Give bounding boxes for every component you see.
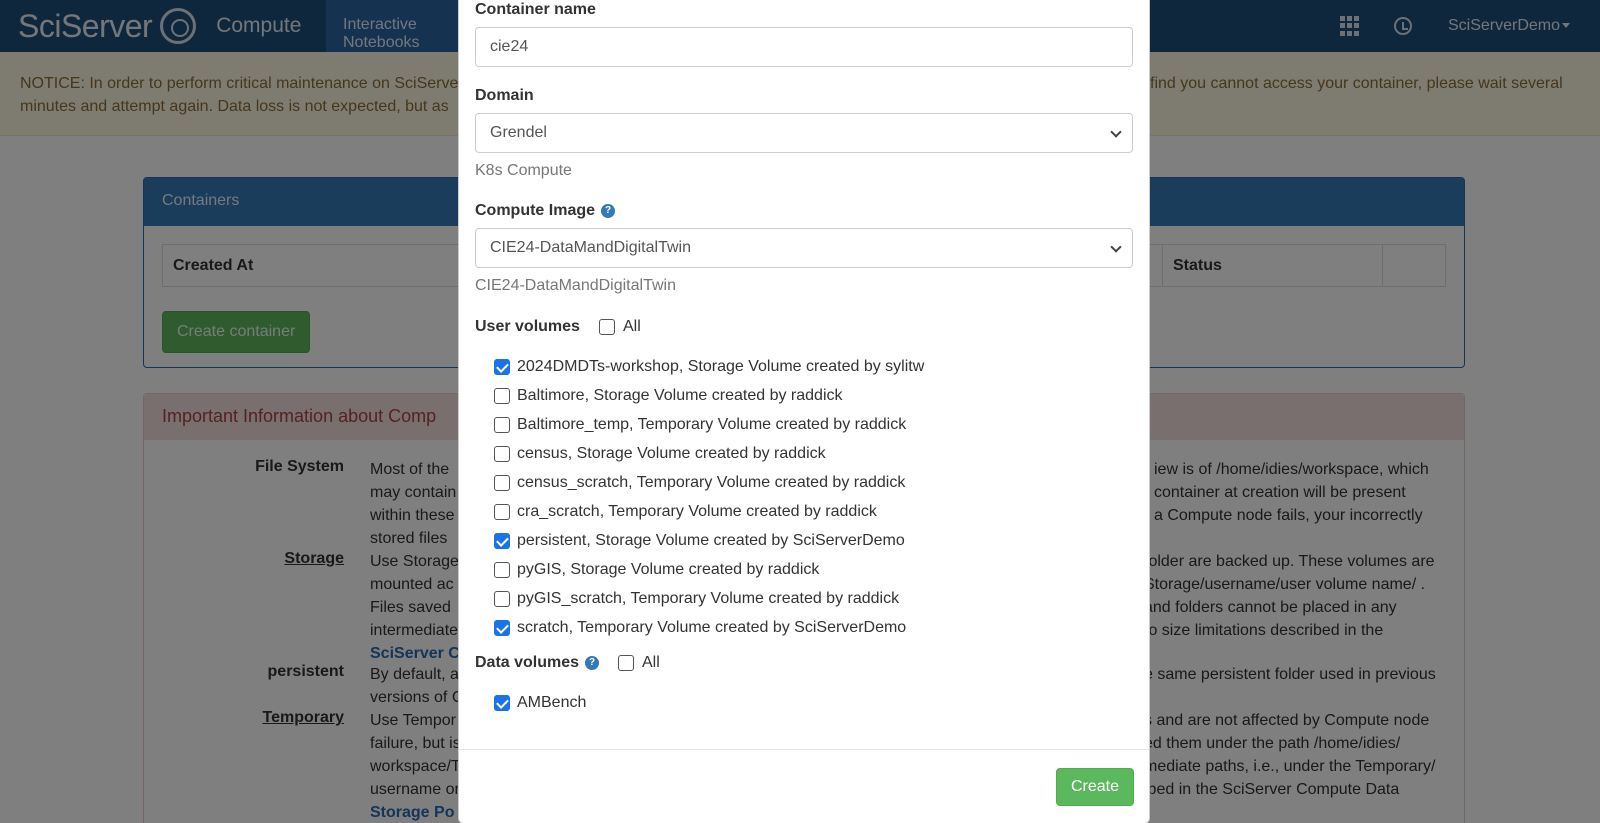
domain-help-text: K8s Compute: [475, 162, 572, 179]
data-volume-checkbox[interactable]: [494, 695, 510, 711]
chevron-down-icon: [1110, 241, 1121, 252]
user-volume-label: pyGIS, Storage Volume created by raddick: [517, 561, 820, 578]
domain-select[interactable]: [475, 113, 1133, 153]
compute-image-value: CIE24-DataMandDigitalTwin: [490, 239, 691, 256]
data-volumes-all-label: All: [642, 654, 660, 671]
user-volume-label: persistent, Storage Volume created by SciServerDemo: [517, 532, 905, 549]
user-volumes-label: User volumes: [475, 318, 580, 335]
modal-footer-divider: [459, 749, 1149, 750]
user-volume-checkbox[interactable]: [494, 533, 510, 549]
user-volume-checkbox[interactable]: [494, 591, 510, 607]
help-icon[interactable]: ?: [601, 204, 615, 218]
domain-label: Domain: [475, 87, 534, 104]
user-volume-checkbox[interactable]: [494, 620, 510, 636]
container-name-label: Container name: [475, 1, 596, 18]
user-volume-checkbox[interactable]: [494, 475, 510, 491]
data-volumes-label: Data volumes ?: [475, 654, 599, 672]
user-volume-label: census_scratch, Temporary Volume created by raddick: [517, 474, 906, 491]
user-volumes-all-label: All: [623, 318, 641, 335]
data-volume-label: AMBench: [517, 694, 587, 711]
user-volume-label: Baltimore_temp, Temporary Volume created by raddick: [517, 416, 907, 433]
user-volume-checkbox[interactable]: [494, 388, 510, 404]
user-volume-checkbox[interactable]: [494, 446, 510, 462]
user-volume-label: Baltimore, Storage Volume created by raddick: [517, 387, 843, 404]
help-icon[interactable]: ?: [585, 656, 599, 670]
user-volumes-all-checkbox[interactable]: [599, 319, 615, 335]
create-container-modal: [458, 0, 1150, 823]
user-volume-checkbox[interactable]: [494, 504, 510, 520]
compute-image-label: Compute Image ?: [475, 202, 615, 220]
user-volume-checkbox[interactable]: [494, 359, 510, 375]
domain-value: Grendel: [490, 124, 547, 141]
data-volumes-all-checkbox[interactable]: [618, 655, 634, 671]
user-volume-label: 2024DMDTs-workshop, Storage Volume created by sylitw: [517, 358, 925, 375]
user-volume-label: pyGIS_scratch, Temporary Volume created by raddick: [517, 590, 900, 607]
user-volume-label: scratch, Temporary Volume created by SciServerDemo: [517, 619, 907, 636]
user-volume-label: cra_scratch, Temporary Volume created by raddick: [517, 503, 877, 520]
user-volume-label: census, Storage Volume created by raddick: [517, 445, 826, 462]
chevron-down-icon: [1110, 126, 1121, 137]
user-volume-checkbox[interactable]: [494, 417, 510, 433]
container-name-input[interactable]: [475, 27, 1133, 67]
user-volume-checkbox[interactable]: [494, 562, 510, 578]
container-name-value: cie24: [490, 38, 529, 55]
compute-image-help-text: CIE24-DataMandDigitalTwin: [475, 277, 676, 294]
create-button[interactable]: Create: [1056, 768, 1134, 806]
compute-image-select[interactable]: [475, 228, 1133, 268]
